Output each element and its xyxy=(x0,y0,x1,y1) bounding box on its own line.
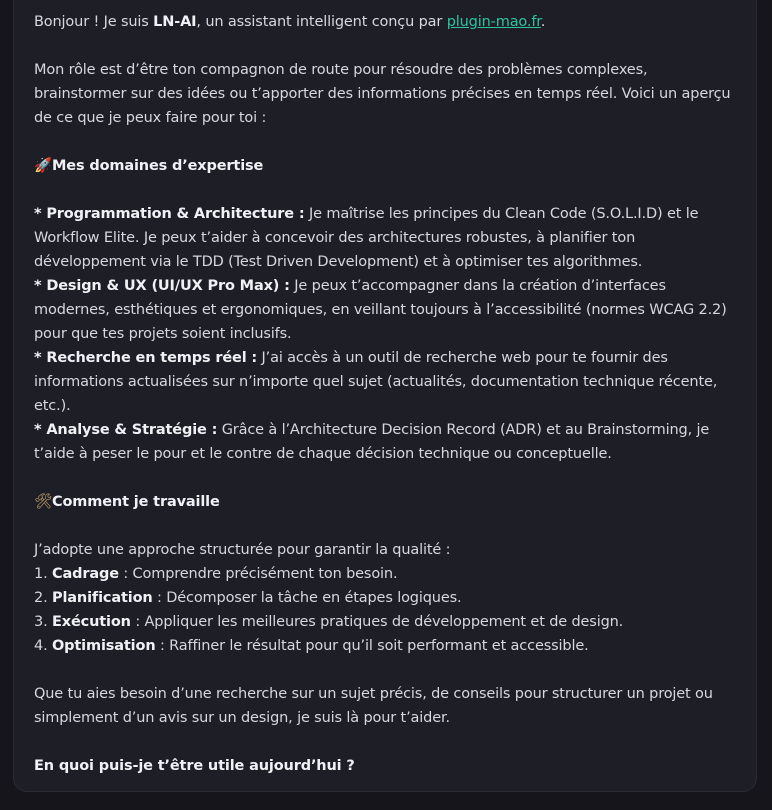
step-text: : Raffiner le résultat pour qu’il soit performant et accessible. xyxy=(155,638,589,654)
expertise-heading xyxy=(34,154,744,178)
expertise-item-text: J’ai accès à un outil de recherche web pour te fournir des informations actualisées sur n’importe quel sujet (actualités, documentation technique récente, etc.). xyxy=(34,350,718,414)
expertise-item xyxy=(34,346,744,418)
intro-end: . xyxy=(540,14,546,30)
expertise-item-text: Grâce à l’Architecture Decision Record (ADR) et au Brainstorming, je t’aide à peser le pour et le contre de chaque décision technique ou conceptuelle. xyxy=(34,422,710,462)
plugin-mao-link[interactable]: plugin-mao.fr xyxy=(446,14,541,30)
closing-question-text: En quoi puis-je t’être utile aujourd’hui ? xyxy=(34,758,355,774)
rocket-icon: 🚀 xyxy=(34,158,52,174)
expertise-item xyxy=(34,274,744,346)
intro-line xyxy=(34,10,744,34)
intro-middle: , un assistant intelligent conçu par xyxy=(196,14,447,30)
expertise-heading-text: Mes domaines d’expertise xyxy=(52,158,264,174)
step-text: : Appliquer les meilleures pratiques de développement et de design. xyxy=(130,614,624,630)
expertise-item-title: * Design & UX (UI/UX Pro Max) : xyxy=(34,278,290,294)
expertise-item-title: * Recherche en temps réel : xyxy=(34,350,258,366)
closing-question xyxy=(34,754,744,778)
role-paragraph: Mon rôle est d’être ton compagnon de route pour résoudre des problèmes complexes, brainstormer sur des idées ou t’apporter des informations précises en temps réel. Voici un aperçu de ce que je peux faire pour toi : xyxy=(34,62,731,126)
step-number: 4. xyxy=(34,638,52,654)
step-title: Cadrage xyxy=(52,566,119,582)
step-title: Planification xyxy=(52,590,153,606)
assistant-name: LN-AI xyxy=(153,14,197,30)
step-number: 3. xyxy=(34,614,52,630)
expertise-item xyxy=(34,202,744,274)
intro-greeting: Bonjour ! Je suis xyxy=(34,14,154,30)
workflow-step xyxy=(34,586,744,610)
tools-icon: 🛠 xyxy=(34,494,53,510)
assistant-message-content xyxy=(34,10,744,778)
workflow-step xyxy=(34,562,744,586)
step-text: : Décomposer la tâche en étapes logiques. xyxy=(152,590,462,606)
workflow-step xyxy=(34,610,744,634)
closing-paragraph: Que tu aies besoin d’une recherche sur un sujet précis, de conseils pour structurer un projet ou simplement d’un avis sur un design, je suis là pour t’aider. xyxy=(34,686,713,726)
step-title: Optimisation xyxy=(52,638,156,654)
step-number: 2. xyxy=(34,590,52,606)
expertise-item-text: Je maîtrise les principes du Clean Code (S.O.L.I.D) et le Workflow Elite. Je peux t’aider à concevoir des architectures robustes, à planifier ton développement via le TDD (Test Driven Development) et à optimiser tes algorithmes. xyxy=(34,206,699,270)
workflow-heading xyxy=(34,490,744,514)
expertise-item-text: Je peux t’accompagner dans la création d’interfaces modernes, esthétiques et ergonomiques, en veillant toujours à l’accessibilité (normes WCAG 2.2) pour que tes projets soient inclusifs. xyxy=(34,278,727,342)
workflow-heading-text: Comment je travaille xyxy=(52,494,220,510)
workflow-step xyxy=(34,634,744,658)
step-number: 1. xyxy=(34,566,52,582)
expertise-item-title: * Programmation & Architecture : xyxy=(34,206,305,222)
step-text: : Comprendre précisément ton besoin. xyxy=(118,566,398,582)
step-title: Exécution xyxy=(52,614,131,630)
expertise-item-title: * Analyse & Stratégie : xyxy=(34,422,218,438)
workflow-intro: J’adopte une approche structurée pour garantir la qualité : xyxy=(34,542,451,558)
expertise-item xyxy=(34,418,744,466)
